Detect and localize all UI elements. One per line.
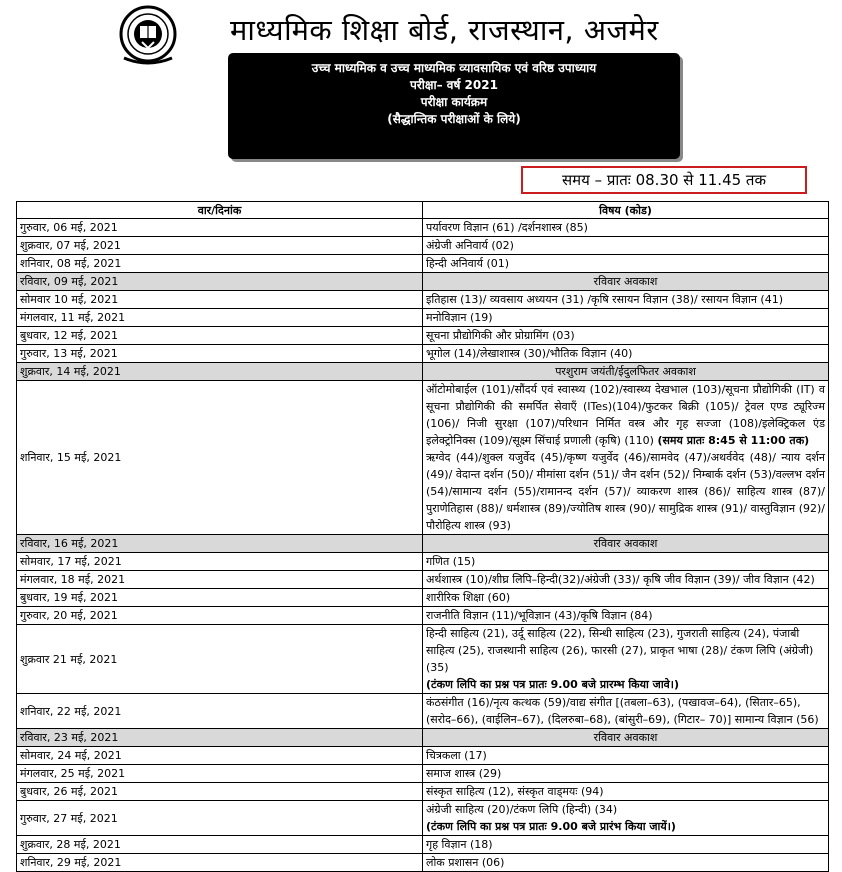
row-date: शुक्रवार, 14 मई, 2021 [17,363,423,381]
typing-note: (टंकण लिपि का प्रश्न पत्र प्रातः 9.00 बजे प्रारंभ किया जायें।) [426,820,676,833]
row-date: गुरुवार, 27 मई, 2021 [17,801,423,836]
table-row [17,836,829,854]
row-date: सोमवार, 24 मई, 2021 [17,747,423,765]
subject-vocational-list: ऑटोमोबाईल (101)/सौंदर्य एवं स्वास्थ्य (102)/स्वास्थ्य देखभाल (103)/सूचना प्रौद्योगिकी (IT) व सूचना प्रौद्योगिकी की समर्पित सेवाएँ (ITes)(104)/फुटकर बिक्री (105)/ ट्रेवल एण्ड ट्यूरिज्म (106)/ निजी सुरक्षा (107)/परिधान निर्मित वस्त्र और गृह सज्जा (108)/इलेक्ट्रिकल एंड इलेक्ट्रोनिक्स (109)/सूक्ष्म सिंचाई प्रणाली (कृषि) (110) [426,383,825,447]
table-row [17,237,829,255]
row-date: शुक्रवार, 07 मई, 2021 [17,237,423,255]
table-row [17,625,829,694]
row-subject: सूचना प्रौद्योगिकी और प्रोग्रामिंग (03) [423,327,829,345]
table-row [17,694,829,729]
row-subject: समाज शास्त्र (29) [423,765,829,783]
row-date: गुरुवार, 20 मई, 2021 [17,607,423,625]
row-subject: संस्कृत साहित्य (12), संस्कृत वाड्मयः (94) [423,783,829,801]
holiday-row [17,535,829,553]
table-row [17,589,829,607]
banner-line-year: परीक्षा– वर्ष 2021 [410,78,498,92]
row-subject [423,381,829,535]
time-note: (समय प्रातः 8:45 से 11:00 तक) [657,434,810,447]
table-row [17,607,829,625]
row-subject: हिन्दी अनिवार्य (01) [423,255,829,273]
row-date: सोमवार, 17 मई, 2021 [17,553,423,571]
table-row [17,765,829,783]
row-subject: रविवार अवकाश [423,535,829,553]
row-date: शुक्रवार 21 मई, 2021 [17,625,423,694]
subject-language-list: हिन्दी साहित्य (21), उर्दू साहित्य (22), सिन्धी साहित्य (23), गुजराती साहित्य (24), पंजाबी साहित्य (25), राजस्थानी साहित्य (26), फारसी (27), प्राकृत भाषा (28)/ टंकण लिपि (अंग्रेजी) (35) [426,627,814,674]
table-row [17,345,829,363]
table-row [17,801,829,836]
row-date: बुधवार, 12 मई, 2021 [17,327,423,345]
row-date: गुरुवार, 13 मई, 2021 [17,345,423,363]
row-subject: परशुराम जयंती/ईदुलफितर अवकाश [423,363,829,381]
table-row [17,854,829,872]
row-subject: रविवार अवकाश [423,273,829,291]
table-header-row [17,202,829,219]
row-date: बुधवार, 19 मई, 2021 [17,589,423,607]
banner-line-exam-class: उच्च माध्यमिक व उच्च माध्यमिक व्यावसायिक एवं वरिष्ठ उपाध्याय [311,61,597,75]
row-subject: गणित (15) [423,553,829,571]
subject-sanskrit-list: ऋग्वेद (44)/शुक्ल यजुर्वेद (45)/कृष्ण यजुर्वेद (46)/सामवेद (47)/अथर्ववेद (48)/ न्याय दर्शन (49)/ वेदान्त दर्शन (50)/ मीमांसा दर्शन (51)/ जैन दर्शन (52)/ निम्बार्क दर्शन (53)/वल्लभ दर्शन (54)/सामान्य दर्शन (55)/रामानन्द दर्शन (57)/ व्याकरण शास्त्र (86)/ साहित्य शास्त्र (87)/पुराणेतिहास (88)/ धर्मशास्त्र (89)/ज्योतिष शास्त्र (90)/ सामुद्रिक शास्त्र (91)/ वास्तुविज्ञान (92)/पौरोहित्य शास्त्र (93) [426,451,825,532]
row-subject: अंग्रेजी अनिवार्य (02) [423,237,829,255]
column-header-subject: विषय (कोड) [423,202,829,219]
exam-schedule-table [16,201,829,872]
subject-english-lit: अंग्रेजी साहित्य (20)/टंकण लिपि (हिन्दी) (34) [426,803,618,816]
row-date: गुरुवार, 06 मई, 2021 [17,219,423,237]
row-date: शनिवार, 29 मई, 2021 [17,854,423,872]
row-date: बुधवार, 26 मई, 2021 [17,783,423,801]
column-header-date: वार/दिनांक [17,202,423,219]
row-date: मंगलवार, 25 मई, 2021 [17,765,423,783]
row-date: मंगलवार, 18 मई, 2021 [17,571,423,589]
row-subject [423,625,829,694]
row-date: शनिवार, 22 मई, 2021 [17,694,423,729]
banner-line-theory: (सैद्धान्तिक परीक्षाओं के लिये) [387,112,521,126]
table-row [17,327,829,345]
row-subject: मनोविज्ञान (19) [423,309,829,327]
row-subject: इतिहास (13)/ व्यवसाय अध्ययन (31) /कृषि रसायन विज्ञान (38)/ रसायन विज्ञान (41) [423,291,829,309]
board-title: माध्यमिक शिक्षा बोर्ड, राजस्थान, अजमेर [230,13,659,47]
row-subject: रविवार अवकाश [423,729,829,747]
row-subject [423,801,829,836]
row-subject: गृह विज्ञान (18) [423,836,829,854]
table-row [17,255,829,273]
table-row [17,291,829,309]
exam-banner [228,53,680,159]
holiday-row [17,363,829,381]
exam-time-box: समय – प्रातः 08.30 से 11.45 तक [521,166,807,194]
row-subject: भूगोल (14)/लेखाशास्त्र (30)/भौतिक विज्ञान (40) [423,345,829,363]
table-row [17,571,829,589]
row-subject: राजनीति विज्ञान (11)/भूविज्ञान (43)/कृषि विज्ञान (84) [423,607,829,625]
table-row [17,783,829,801]
row-subject: चित्रकला (17) [423,747,829,765]
table-row [17,553,829,571]
row-subject: शारीरिक शिक्षा (60) [423,589,829,607]
table-row [17,309,829,327]
table-row [17,381,829,535]
holiday-row [17,273,829,291]
row-date: शनिवार, 08 मई, 2021 [17,255,423,273]
row-subject: लोक प्रशासन (06) [423,854,829,872]
banner-line-schedule: परीक्षा कार्यक्रम [420,95,488,109]
row-date: रविवार, 23 मई, 2021 [17,729,423,747]
row-date: सोमवार 10 मई, 2021 [17,291,423,309]
row-date: रविवार, 16 मई, 2021 [17,535,423,553]
row-date: मंगलवार, 11 मई, 2021 [17,309,423,327]
row-date: रविवार, 09 मई, 2021 [17,273,423,291]
board-seal-logo [118,4,178,68]
row-date: शनिवार, 15 मई, 2021 [17,381,423,535]
holiday-row [17,729,829,747]
table-row [17,219,829,237]
typing-note: (टंकण लिपि का प्रश्न पत्र प्रातः 9.00 बजे प्रारम्भ किया जावे।) [426,678,679,691]
table-row [17,747,829,765]
row-date: शुक्रवार, 28 मई, 2021 [17,836,423,854]
row-subject: पर्यावरण विज्ञान (61) /दर्शनशास्त्र (85) [423,219,829,237]
row-subject: अर्थशास्त्र (10)/शीघ्र लिपि–हिन्दी(32)/अंग्रेजी (33)/ कृषि जीव विज्ञान (39)/ जीव विज्ञान (42) [423,571,829,589]
row-subject: कंठसंगीत (16)/नृत्य कत्थक (59)/वाद्य संगीत [(तबला–63), (पखावज–64), (सितार–65), (सरोद–66), (वाईलिन–67), (दिलरुबा–68), (बांसुरी–69), (गिटार– 70)] सामान्य विज्ञान (56) [423,694,829,729]
